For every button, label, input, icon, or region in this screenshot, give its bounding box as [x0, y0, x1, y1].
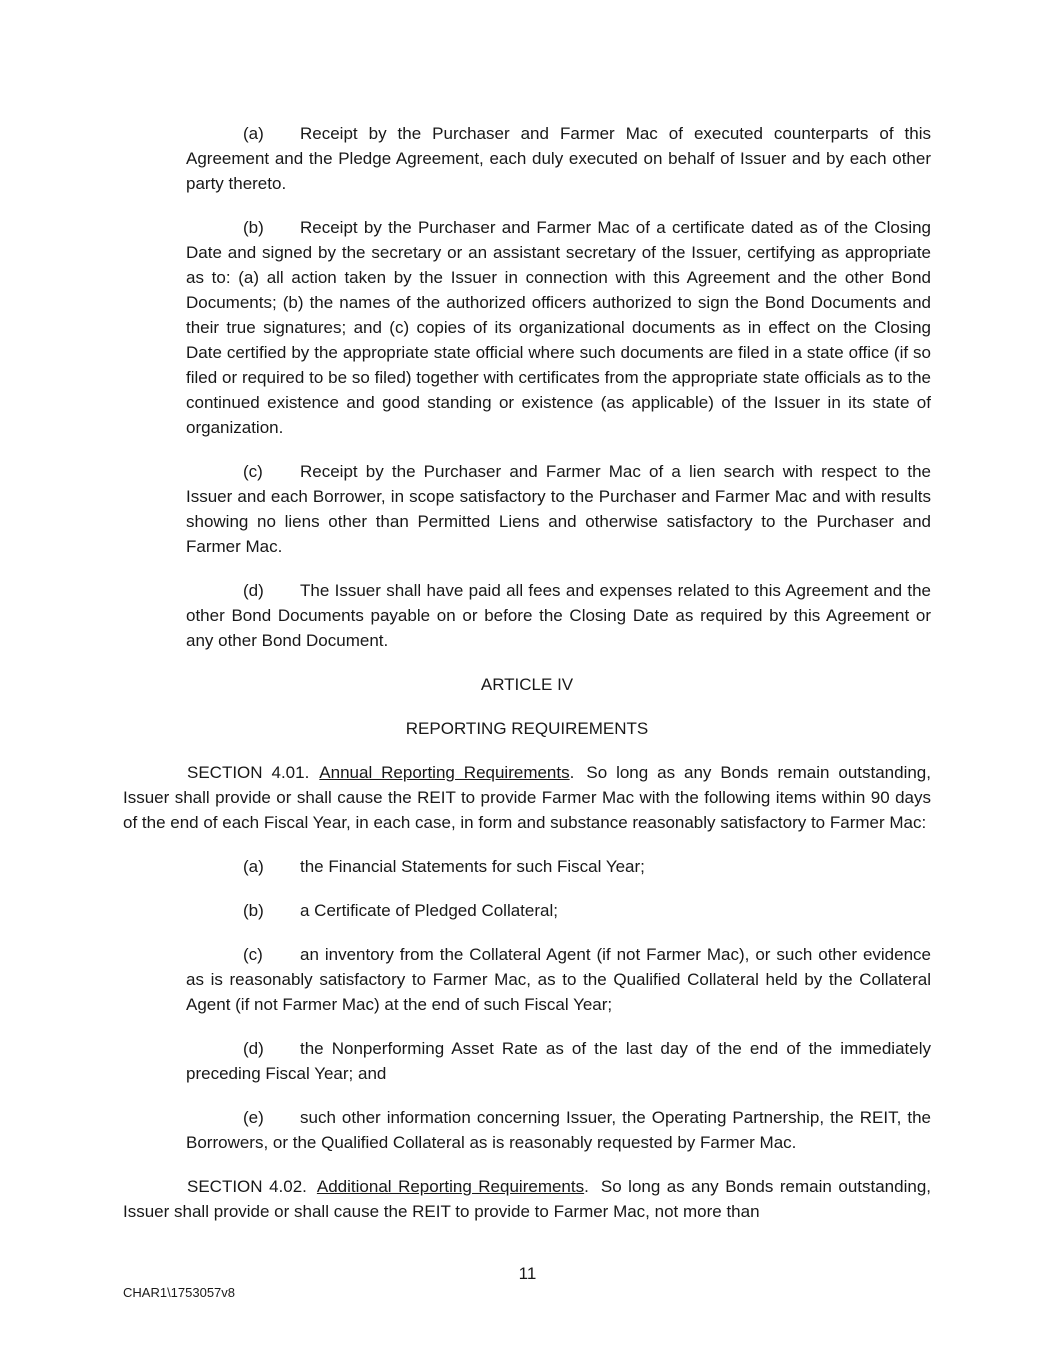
closing-condition-c [186, 459, 931, 559]
item-label: (c) [243, 945, 263, 964]
paragraph-text: Receipt by the Purchaser and Farmer Mac of a lien search with respect to the Issuer and each Borrower, in scope satisfactory to the Purchaser and Farmer Mac and with results showing no liens other than Permitted Liens and otherwise satisfactory to the Purchaser and Farmer Mac. [186, 462, 931, 556]
annual-report-item-c [186, 942, 931, 1017]
closing-condition-a [186, 121, 931, 196]
document-id-stamp: CHAR1\1753057v8 [123, 1285, 236, 1300]
paragraph-text: The Issuer shall have paid all fees and expenses related to this Agreement and the other Bond Documents payable on or before the Closing Date as required by this Agreement or any other Bond Document. [186, 581, 931, 650]
paragraph-text: So long as any Bonds remain outstanding, Issuer shall provide or shall cause the REIT to provide to Farmer Mac, not more than [123, 1177, 931, 1221]
item-label: (b) [243, 218, 264, 237]
annual-report-item-d [186, 1036, 931, 1086]
section-number: SECTION 4.01. [187, 763, 310, 782]
item-label: (c) [243, 462, 263, 481]
page-number: 11 [518, 1264, 537, 1283]
document-body [123, 121, 931, 1243]
closing-condition-b [186, 215, 931, 440]
item-label: (a) [243, 124, 264, 143]
item-label: (e) [243, 1108, 264, 1127]
paragraph-text: a Certificate of Pledged Collateral; [300, 901, 558, 920]
article-heading: ARTICLE IV [480, 675, 574, 694]
section-4-02-paragraph [123, 1174, 931, 1224]
item-label: (d) [243, 1039, 264, 1058]
item-label: (d) [243, 581, 264, 600]
paragraph-text: So long as any Bonds remain outstanding, Issuer shall provide or shall cause the REIT to provide Farmer Mac with the following items within 90 days of the end of each Fiscal Year, in each case, in form and substance reasonably satisfactory to Farmer Mac: [123, 763, 931, 832]
section-number: SECTION 4.02. [187, 1177, 307, 1196]
paragraph-text: such other information concerning Issuer, the Operating Partnership, the REIT, the Borrowers, or the Qualified Collateral as is reasonably requested by Farmer Mac. [186, 1108, 931, 1152]
paragraph-text: Receipt by the Purchaser and Farmer Mac of executed counterparts of this Agreement and the Pledge Agreement, each duly executed on behalf of Issuer and by each other party thereto. [186, 124, 931, 193]
paragraph-text: an inventory from the Collateral Agent (if not Farmer Mac), or such other evidence as is reasonably satisfactory to Farmer Mac, as to the Qualified Collateral held by the Collateral Agent (if not Farmer Mac) at the end of such Fiscal Year; [186, 945, 931, 1014]
closing-condition-d [186, 578, 931, 653]
annual-report-item-e [186, 1105, 931, 1155]
paragraph-text: the Financial Statements for such Fiscal Year; [300, 857, 645, 876]
section-title-period: . [569, 763, 575, 782]
paragraph-text: Receipt by the Purchaser and Farmer Mac of a certificate dated as of the Closing Date and signed by the secretary or an assistant secretary of the Issuer, certifying as appropriate as to: (a) all action taken by the Issuer in connection with this Agreement and the other Bond Documents; (b) the names of the authorized officers authorized to sign the Bond Documents and their true signatures; and (c) copies of its organizational documents as in effect on the Closing Date certified by the appropriate state official where such documents are filed in a state office (if so filed or required to be so filed) together with certificates from the appropriate state officials as to the continued existence and good standing or existence (as applicable) of the Issuer in its state of organization. [186, 218, 931, 437]
section-title: Additional Reporting Requirements [316, 1177, 585, 1196]
paragraph-text: the Nonperforming Asset Rate as of the last day of the end of the immediately preceding Fiscal Year; and [186, 1039, 931, 1083]
section-title: Annual Reporting Requirements [319, 763, 570, 782]
annual-report-item-b [186, 898, 931, 923]
item-label: (b) [243, 901, 264, 920]
annual-report-item-a [186, 854, 931, 879]
section-4-01-paragraph [123, 760, 931, 835]
article-subheading: REPORTING REQUIREMENTS [405, 719, 649, 738]
section-title-period: . [584, 1177, 589, 1196]
item-label: (a) [243, 857, 264, 876]
